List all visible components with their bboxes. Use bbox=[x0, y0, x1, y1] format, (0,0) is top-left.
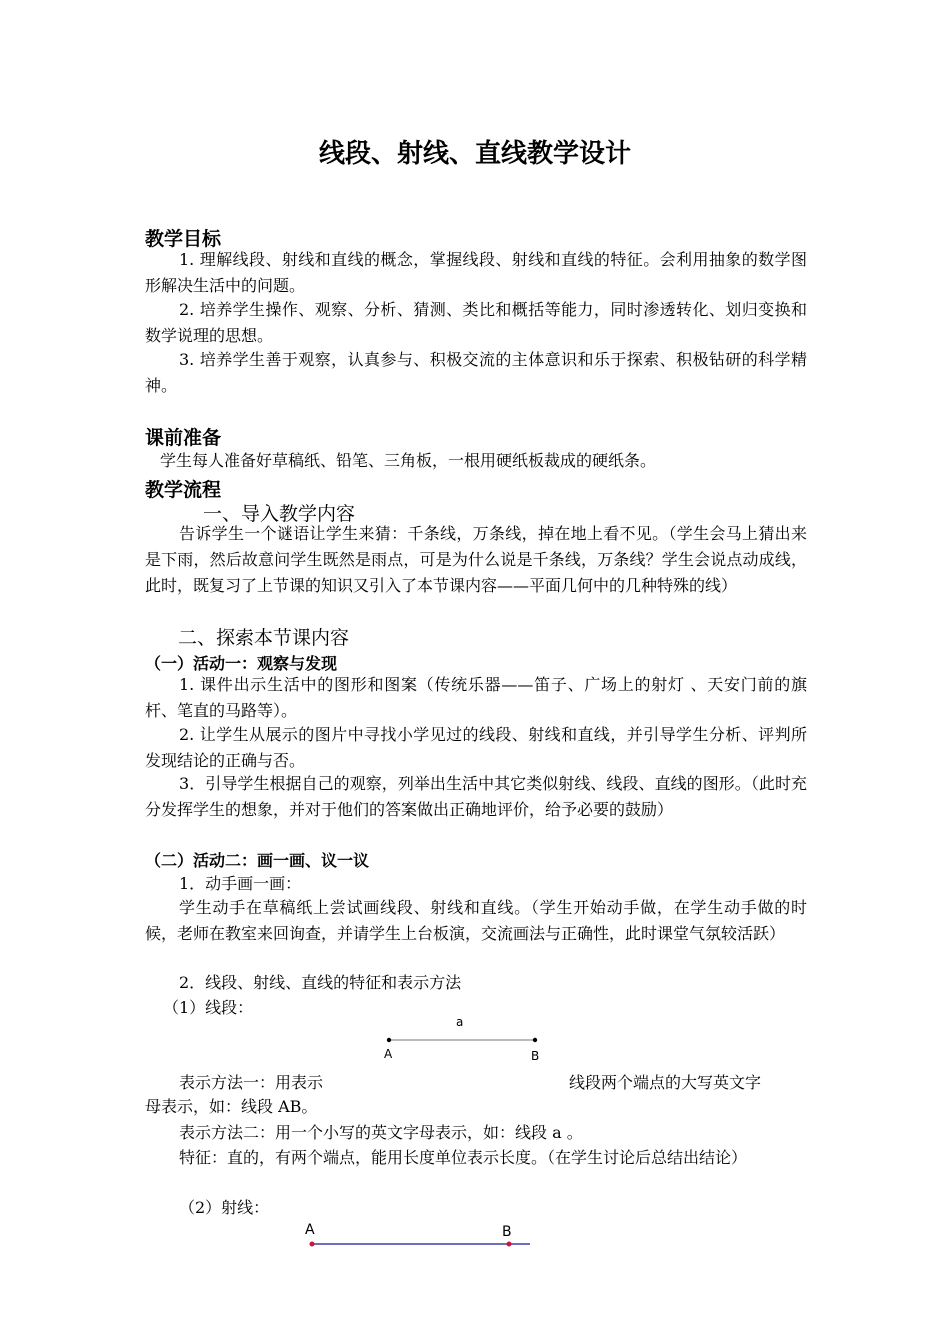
draw-text: 学生动手在草稿纸上尝试画线段、射线和直线。（学生开始动手做，在学生动手做的时候，老师在教室来回询查，并请学生上台板演，交流画法与正确性，此时课堂气氛较活跃） bbox=[145, 898, 807, 943]
segment-method1-left: 表示方法一：用表示 bbox=[179, 1073, 324, 1092]
segment-label-a: A bbox=[384, 1047, 393, 1061]
activity2-heading: （二）活动二：画一画、议一议 bbox=[145, 851, 370, 870]
activity1-item-2: 2. 让学生从展示的图片中寻找小学见过的线段、射线和直线，并引导学生分析、评判所发现结论的正确与否。 bbox=[145, 725, 807, 770]
segment-point-b bbox=[533, 1038, 537, 1042]
ray-point-a bbox=[310, 1242, 315, 1247]
goal-item-3: 3. 培养学生善于观察，认真参与、积极交流的主体意识和乐于探索、积极钻研的科学精神。 bbox=[145, 350, 807, 395]
segment-label-small: a bbox=[456, 1015, 464, 1029]
ray-heading: （2）射线： bbox=[179, 1198, 270, 1217]
draw-title: 1．动手画一画： bbox=[179, 874, 302, 893]
step1-heading: 一、导入教学内容 bbox=[203, 503, 356, 525]
ray-figure bbox=[300, 1214, 540, 1254]
step1-text: 告诉学生一个谜语让学生来猜：千条线，万条线，掉在地上看不见。（学生会马上猜出来是下雨，然后故意问学生既然是雨点，可是为什么说是千条线，万条线？学生会说点动成线，此时，既复习了上节课的知识又引入了本节课内容——平面几何中的几种特殊的线） bbox=[145, 524, 807, 595]
segment-figure bbox=[380, 1010, 550, 1065]
segment-method2: 表示方法二：用一个小写的英文字母表示，如：线段 a 。 bbox=[179, 1123, 583, 1142]
activity1-item-3: 3．引导学生根据自己的观察，列举出生活中其它类似射线、线段、直线的图形。（此时充分发挥学生的想象，并对于他们的答案做出正确地评价，给予必要的鼓励） bbox=[145, 774, 807, 819]
prep-text: 学生每人准备好草稿纸、铅笔、三角板，一根用硬纸板裁成的硬纸条。 bbox=[160, 451, 657, 470]
prep-heading: 课前准备 bbox=[145, 427, 222, 449]
ray-label-a: A bbox=[305, 1222, 315, 1238]
goals-heading: 教学目标 bbox=[145, 228, 222, 250]
segment-point-a bbox=[387, 1038, 391, 1042]
ray-point-b bbox=[507, 1242, 512, 1247]
features-title: 2．线段、射线、直线的特征和表示方法 bbox=[179, 973, 462, 992]
goal-item-2: 2. 培养学生操作、观察、分析、猜测、类比和概括等能力，同时渗透转化、划归变换和数学说理的思想。 bbox=[145, 300, 807, 345]
step2-heading: 二、探索本节课内容 bbox=[178, 627, 350, 649]
process-heading: 教学流程 bbox=[145, 479, 222, 501]
goal-item-1: 1. 理解线段、射线和直线的概念，掌握线段、射线和直线的特征。会利用抽象的数学图形解决生活中的问题。 bbox=[145, 250, 807, 295]
ray-label-b: B bbox=[502, 1224, 512, 1240]
segment-label-b: B bbox=[531, 1049, 540, 1063]
segment-method1-cont: 母表示，如：线段 AB。 bbox=[145, 1097, 318, 1116]
segment-method1-right: 线段两个端点的大写英文字 bbox=[569, 1073, 762, 1092]
segment-heading: （1）线段： bbox=[163, 998, 254, 1017]
activity1-heading: （一）活动一：观察与发现 bbox=[145, 654, 338, 673]
document-title: 线段、射线、直线教学设计 bbox=[318, 139, 631, 169]
activity1-item-1: 1. 课件出示生活中的图形和图案（传统乐器——笛子、广场上的射灯 、天安门前的旗杆、笔直的马路等）。 bbox=[145, 675, 807, 720]
segment-feature: 特征：直的，有两个端点，能用长度单位表示长度。（在学生讨论后总结出结论） bbox=[179, 1148, 748, 1167]
